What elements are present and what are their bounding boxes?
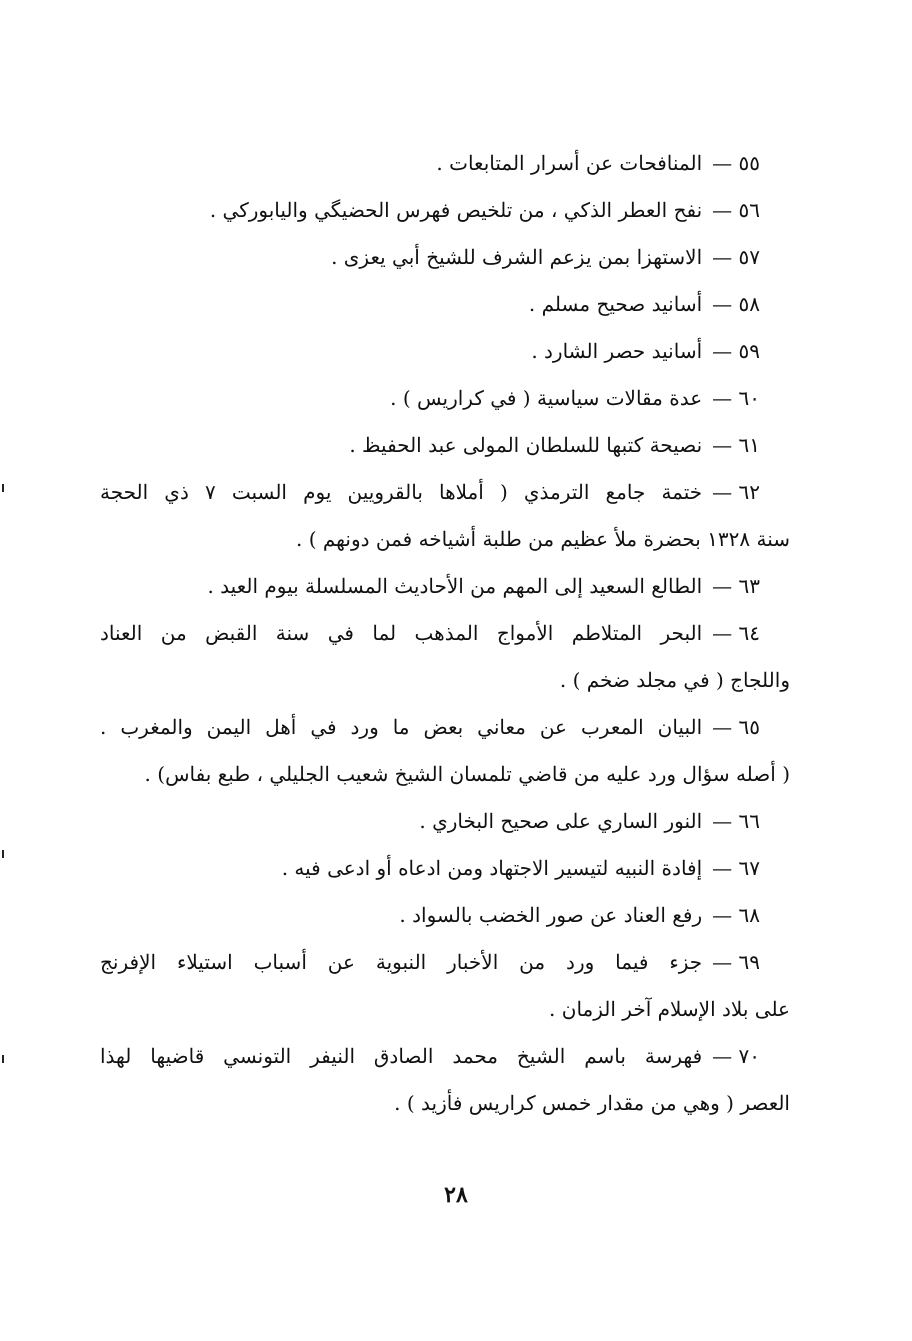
entry-line xyxy=(100,939,790,986)
entry-list xyxy=(100,140,790,1127)
entry-title: رفع العناد عن صور الخضب بالسواد . xyxy=(399,903,703,927)
entry-number: ٦٣ — xyxy=(712,574,760,598)
entry-line xyxy=(100,281,790,328)
list-item xyxy=(100,845,790,892)
list-item xyxy=(100,375,790,422)
entry-title: نصيحة كتبها للسلطان المولى عبد الحفيظ . xyxy=(349,433,703,457)
entry-title: جزء فيما ورد من الأخبار النبوية عن أسباب استيلاء الإفرنج xyxy=(100,950,703,974)
margin-mark xyxy=(2,850,4,858)
list-item xyxy=(100,422,790,469)
entry-line xyxy=(100,610,790,657)
entry-continuation: على بلاد الإسلام آخر الزمان . xyxy=(549,997,790,1021)
entry-line xyxy=(100,187,790,234)
entry-title: البيان المعرب عن معاني بعض ما ورد في أهل اليمن والمغرب . xyxy=(100,715,703,739)
entry-title: ختمة جامع الترمذي ( أملاها بالقرويين يوم السبت ٧ ذي الحجة xyxy=(100,480,703,504)
entry-title: أسانيد صحيح مسلم . xyxy=(528,292,703,316)
entry-number: ٦٠ — xyxy=(712,386,760,410)
list-item xyxy=(100,704,790,798)
entry-line xyxy=(100,798,790,845)
entry-number: ٥٩ — xyxy=(712,339,760,363)
list-item xyxy=(100,187,790,234)
entry-title: إفادة النبيه لتيسير الاجتهاد ومن ادعاه أو ادعى فيه . xyxy=(281,856,703,880)
entry-number: ٦٩ — xyxy=(712,950,760,974)
list-item xyxy=(100,892,790,939)
entry-number: ٦٧ — xyxy=(712,856,760,880)
entry-line xyxy=(100,892,790,939)
list-item xyxy=(100,281,790,328)
entry-number: ٥٦ — xyxy=(712,198,760,222)
entry-number: ٦٨ — xyxy=(712,903,760,927)
entry-title: البحر المتلاطم الأمواج المذهب لما في سنة القبض من العناد xyxy=(100,621,703,645)
entry-number: ٥٧ — xyxy=(712,245,760,269)
entry-title: المنافحات عن أسرار المتابعات . xyxy=(436,151,703,175)
entry-line xyxy=(100,563,790,610)
entry-number: ٦٢ — xyxy=(712,480,760,504)
entry-line xyxy=(100,328,790,375)
entry-title: أسانيد حصر الشارد . xyxy=(531,339,703,363)
entry-number: ٥٥ — xyxy=(712,151,760,175)
entry-number: ٦٥ — xyxy=(712,715,760,739)
list-item xyxy=(100,234,790,281)
list-item xyxy=(100,939,790,1033)
entry-title: النور الساري على صحيح البخاري . xyxy=(419,809,703,833)
entry-line xyxy=(100,140,790,187)
entry-number: ٦٤ — xyxy=(712,621,760,645)
entry-line xyxy=(100,845,790,892)
list-item xyxy=(100,328,790,375)
entry-title: نفح العطر الذكي ، من تلخيص فهرس الحضيگي واليابوركي . xyxy=(209,198,703,222)
entry-title: عدة مقالات سياسية ( في كراريس ) . xyxy=(390,386,703,410)
entry-continuation: واللجاج ( في مجلد ضخم ) . xyxy=(559,668,790,692)
entry-number: ٥٨ — xyxy=(712,292,760,316)
list-item xyxy=(100,469,790,563)
entry-title: فهرسة باسم الشيخ محمد الصادق النيفر التونسي قاضيها لهذا xyxy=(100,1044,703,1068)
margin-mark xyxy=(2,484,4,492)
entry-line xyxy=(100,234,790,281)
entry-continuation: العصر ( وهي من مقدار خمس كراريس فأزيد ) . xyxy=(394,1091,790,1115)
entry-number: ٦١ — xyxy=(712,433,760,457)
margin-mark xyxy=(2,1055,4,1063)
entry-line xyxy=(100,1033,790,1080)
entry-number: ٦٦ — xyxy=(712,809,760,833)
entry-line xyxy=(100,704,790,751)
entry-title: الاستهزا بمن يزعم الشرف للشيخ أبي يعزى . xyxy=(331,245,703,269)
page-number: ٢٨ xyxy=(444,1182,468,1208)
entry-number: ٧٠ — xyxy=(712,1044,760,1068)
entry-line xyxy=(100,422,790,469)
list-item xyxy=(100,563,790,610)
entry-line xyxy=(100,375,790,422)
entry-continuation: سنة ١٣٢٨ بحضرة ملأ عظيم من طلبة أشياخه فمن دونهم ) . xyxy=(295,527,790,551)
list-item xyxy=(100,798,790,845)
list-item xyxy=(100,140,790,187)
list-item xyxy=(100,610,790,704)
entry-line xyxy=(100,469,790,516)
entry-title: الطالع السعيد إلى المهم من الأحاديث المسلسلة بيوم العيد . xyxy=(207,574,703,598)
list-item xyxy=(100,1033,790,1127)
entry-continuation: ( أصله سؤال ورد عليه من قاضي تلمسان الشيخ شعيب الجليلي ، طبع بفاس) . xyxy=(144,762,790,786)
